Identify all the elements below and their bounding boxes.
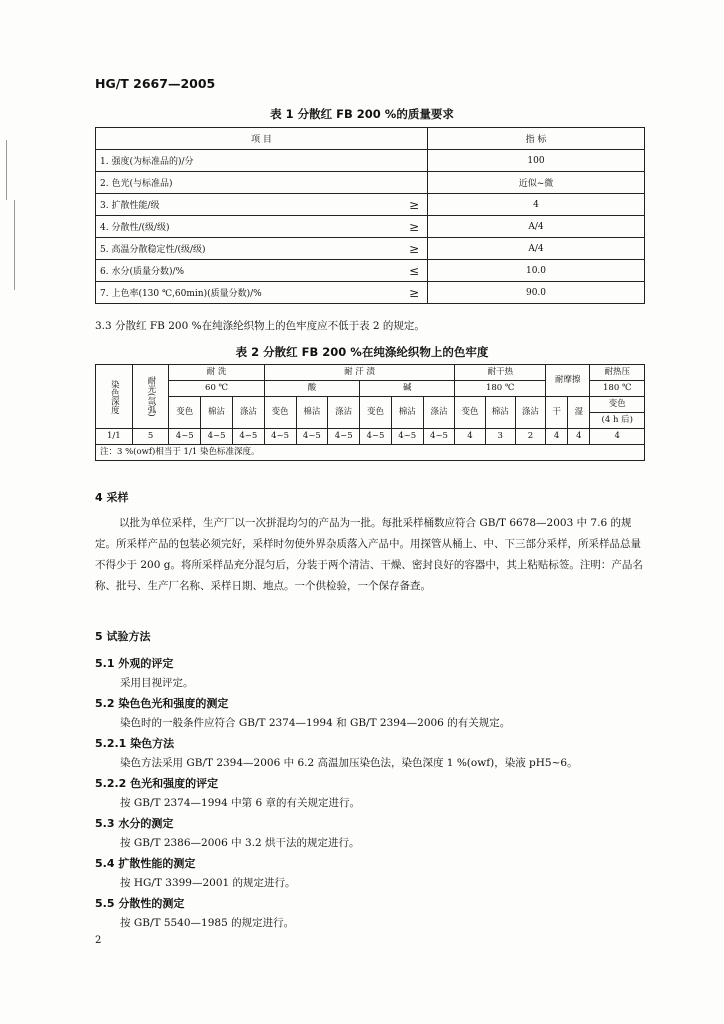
section-4-body: 以批为单位采样，生产厂以一次拼混均匀的产品为一批。每批采样桶数应符合 GB/T 6678—2003 中 7.6 的规定。所采样产品的包装必须完好，采样时勿使外界杂质落入产品中。用探管从桶上、中、下三部分采样，所采样品总量不得少于 200 g。将所采样品充分混匀后，分装于两个清洁、干燥、密封良好的容器中，其上粘贴标签。注明：产品名称、批号、生产厂名称、采样日期、地点。一个供检验，一个保存备查。 [95,517,643,592]
table2-head-change: 变色 [360,397,392,429]
table1-value: 90.0 [428,282,645,304]
table1-head-item: 项 目 [96,128,428,150]
table2-cell: 4~5 [232,429,264,445]
table2-head-polyester: 涤沾 [423,397,455,429]
table1-header-row [96,128,645,150]
scan-edge-mark [14,200,15,290]
section-5-4-body: 按 HG/T 3399—2001 的规定进行。 [120,877,296,889]
table2-head-change: 变色 [455,397,485,429]
scan-edge-mark [6,140,7,200]
section-5-3-body: 按 GB/T 2386—2006 中 3.2 烘干法的规定进行。 [120,837,360,849]
table1 [95,127,645,304]
table-row [96,216,645,238]
table1-value: 4 [428,194,645,216]
table2-cell: 4~5 [328,429,360,445]
table2-cell: 3 [485,429,515,445]
table1-caption: 表 1 分散红 FB 200 %的质量要求 [270,107,454,121]
table1-item: 5. 高温分散稳定性/(级/级) [96,238,402,260]
table2-head-rub: 耐摩擦 [546,365,590,397]
table2-head-cotton: 棉沾 [201,397,233,429]
table2-head-depth: 染色深度 [96,365,133,429]
table1-item: 4. 分散性/(级/级) [96,216,402,238]
table2-head-cotton: 棉沾 [391,397,423,429]
table2-cell: 2 [515,429,545,445]
table2-head-wet: 湿 [568,397,590,429]
table2-head-polyester: 涤沾 [328,397,360,429]
table1-symbol: ≥ [401,282,428,304]
table2 [95,364,645,461]
table2-cell: 4 [546,429,568,445]
table1-value: 100 [428,150,645,172]
table1-value: 10.0 [428,260,645,282]
table1-value: A/4 [428,238,645,260]
table2-head-wash-temp: 60 ℃ [169,381,264,397]
section-5-2-2-body: 按 GB/T 2374—1994 中第 6 章的有关规定进行。 [120,797,360,809]
table1-item: 1. 强度(为标准品的)/分 [96,150,402,172]
table2-head-press-4h: (4 h 后) [590,413,645,429]
section-5-1-title: 5.1 外观的评定 [95,657,174,670]
table2-head-change: 变色 [264,397,296,429]
table1-symbol: ≥ [401,194,428,216]
table2-cell: 5 [132,429,169,445]
section-5-3-title: 5.3 水分的测定 [95,817,174,830]
table2-head-polyester: 涤沾 [232,397,264,429]
table1-value: A/4 [428,216,645,238]
table2-cell: 4~5 [264,429,296,445]
table2-head-acid: 酸 [264,381,359,397]
table1-symbol [401,172,428,194]
section-5-5-title: 5.5 分散性的测定 [95,897,185,910]
table1-head-value: 指 标 [428,128,645,150]
section-3-3-text: 3.3 分散红 FB 200 %在纯涤纶织物上的色牢度应不低于表 2 的规定。 [95,320,425,332]
table2-head-dry: 干 [546,397,568,429]
table2-header-row-1 [96,365,645,381]
table2-head-change: 变色 [169,397,201,429]
table1-item: 3. 扩散性能/级 [96,194,402,216]
table1-item: 7. 上色率(130 ℃,60min)(质量分数)/% [96,282,402,304]
section-5-1-body: 采用目视评定。 [120,677,194,689]
section-5-2-1-title: 5.2.1 染色方法 [95,737,175,750]
table2-cell: 4~5 [423,429,455,445]
section-5-title: 5 试验方法 [95,630,151,643]
table2-head-alkali: 碱 [360,381,455,397]
table2-note-row [96,445,645,461]
section-5-2-title: 5.2 染色色光和强度的测定 [95,697,229,710]
table2-cell: 4~5 [360,429,392,445]
section-5-5-body: 按 GB/T 5540—1985 的规定进行。 [120,917,295,929]
section-4-title: 4 采样 [95,491,129,504]
table2-cell: 4 [455,429,485,445]
table-row [96,282,645,304]
section-5-4-title: 5.4 扩散性能的测定 [95,857,196,870]
table1-value: 近似~微 [428,172,645,194]
table2-head-press-change: 变色 [590,397,645,413]
table2-head-cotton: 棉沾 [485,397,515,429]
table-row [96,194,645,216]
table-row [96,150,645,172]
section-5-2-2-title: 5.2.2 色光和强度的评定 [95,777,219,790]
table1-item: 2. 色光(与标准品) [96,172,402,194]
table1-item: 6. 水分(质量分数)/% [96,260,402,282]
table1-symbol: ≥ [401,238,428,260]
page-number: 2 [95,935,102,946]
table1-symbol [401,150,428,172]
table-row [96,172,645,194]
table1-symbol: ≥ [401,216,428,238]
table2-cell: 4 [568,429,590,445]
table2-cell: 4 [590,429,645,445]
table1-symbol: ≤ [401,260,428,282]
table-row [96,260,645,282]
table2-head-dryheat: 耐干热 [455,365,546,381]
table2-note: 注：3 %(owf)相当于 1/1 染色标准深度。 [96,445,645,461]
table2-header-row-3 [96,397,645,413]
section-5-2-body: 染色时的一般条件应符合 GB/T 2374—1994 和 GB/T 2394—2006 的有关规定。 [120,717,511,729]
table2-cell: 1/1 [96,429,133,445]
table2-head-press: 耐热压 [590,365,645,381]
table2-head-light: 耐光(氙弧) [132,365,169,429]
table2-cell: 4~5 [169,429,201,445]
table2-head-dryheat-temp: 180 ℃ [455,381,546,397]
table2-cell: 4~5 [201,429,233,445]
table2-head-polyester: 涤沾 [515,397,545,429]
table2-cell: 4~5 [296,429,328,445]
table2-head-press-temp: 180 ℃ [590,381,645,397]
table-row [96,429,645,445]
table2-caption: 表 2 分散红 FB 200 %在纯涤纶织物上的色牢度 [235,345,489,359]
table2-cell: 4~5 [391,429,423,445]
standard-number-header: HG/T 2667—2005 [95,76,216,91]
table2-head-sweat: 耐 汗 渍 [264,365,455,381]
section-5-2-1-body: 染色方法采用 GB/T 2394—2006 中 6.2 高温加压染色法，染色深度 1 %(owf)，染液 pH5~6。 [120,757,578,769]
table2-head-wash: 耐 洗 [169,365,264,381]
table2-head-cotton: 棉沾 [296,397,328,429]
table-row [96,238,645,260]
